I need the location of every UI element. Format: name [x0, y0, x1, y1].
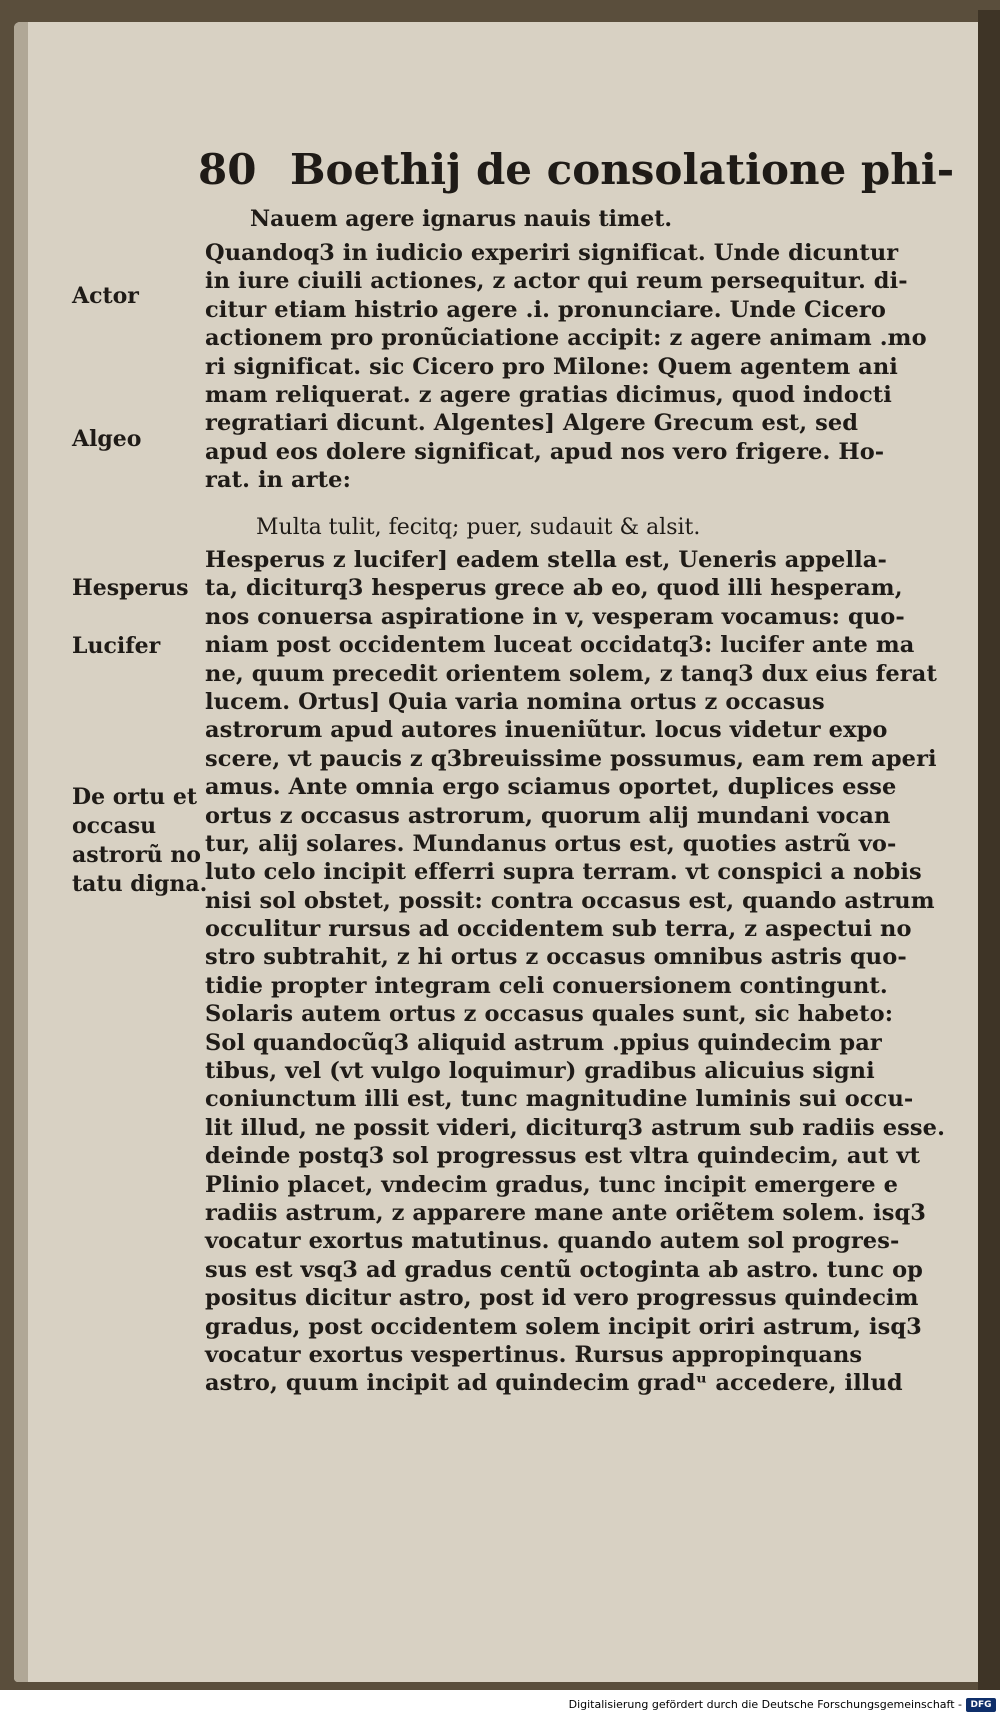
- margin-note-hesperus: Hesperus: [72, 575, 189, 601]
- text-line: ortus z occasus astrorum, quorum alij mundani vocan: [205, 802, 891, 829]
- text-line: ne, quum precedit orientem solem, z tanq3 dux eius ferat: [205, 660, 937, 687]
- text-line: nos conuersa aspiratione in v, vesperam vocamus: quo-: [205, 603, 905, 630]
- text-line: luto celo incipit efferri supra terram. vt conspici a nobis: [205, 859, 922, 886]
- text-block-1: [205, 239, 935, 495]
- text-line: Solaris autem ortus z occasus quales sunt, sic habeto:: [205, 1001, 894, 1028]
- margin-note-de-ortu: occasu: [72, 813, 157, 839]
- text-line: vocatur exortus vespertinus. Rursus appropinquans: [205, 1341, 863, 1368]
- text-line: rat. in arte:: [205, 467, 351, 494]
- text-line: occulitur rursus ad occidentem sub terra, z aspectui no: [205, 916, 912, 943]
- text-line: astro, quum incipit ad quindecim gradᵘ accedere, illud: [205, 1370, 903, 1397]
- margin-note-actor: Actor: [72, 283, 139, 309]
- text-line: Hesperus z lucifer] eadem stella est, Ueneris appella-: [205, 547, 887, 573]
- text-line: gradus, post occidentem solem incipit oriri astrum, isq3: [205, 1313, 922, 1340]
- text-line: apud eos dolere significat, apud nos vero frigere. Ho-: [205, 438, 885, 465]
- text-block-2: [205, 546, 946, 1398]
- verse-quote: Multa tulit, fecitq; puer, sudauit & alsit.: [256, 515, 701, 540]
- text-line: Quandoq3 in iudicio experiri significat. Unde dicuntur: [205, 240, 899, 266]
- margin-note-de-ortu: astrorũ no: [72, 842, 201, 868]
- text-line: ri significat. sic Cicero pro Milone: Quem agentem ani: [205, 353, 898, 380]
- text-line: coniunctum illi est, tunc magnitudine luminis sui occu-: [205, 1086, 914, 1113]
- text-line: amus. Ante omnia ergo sciamus oportet, duplices esse: [205, 774, 897, 801]
- verse-quote: Nauem agere ignarus nauis timet.: [250, 206, 673, 232]
- text-line: vocatur exortus matutinus. quando autem sol progres-: [205, 1228, 900, 1255]
- text-line: positus dicitur astro, post id vero progressus quindecim: [205, 1285, 919, 1312]
- running-head: [198, 140, 955, 200]
- text-line: stro subtrahit, z hi ortus z occasus omnibus astris quo-: [205, 944, 907, 971]
- text-line: in iure ciuili actiones, z actor qui reum persequitur. di-: [205, 268, 908, 295]
- funding-credit: Digitalisierung gefördert durch die Deutsche Forschungsgemeinschaft -: [568, 1698, 962, 1711]
- text-line: Plinio placet, vndecim gradus, tunc incipit emergere e: [205, 1171, 899, 1198]
- text-line: mam reliquerat. z agere gratias dicimus, quod indocti: [205, 381, 892, 408]
- dfg-logo: DFG: [966, 1698, 996, 1712]
- text-line: lit illud, ne possit videri, diciturq3 astrum sub radiis esse.: [205, 1114, 946, 1141]
- text-line: tidie propter integram celi conuersionem contingunt.: [205, 972, 888, 999]
- margin-note-de-ortu: tatu digna.: [72, 871, 208, 897]
- text-line: niam post occidentem luceat occidatq3: lucifer ante ma: [205, 632, 915, 659]
- margin-note-lucifer: Lucifer: [72, 633, 161, 659]
- text-line: sus est vsq3 ad gradus centũ octoginta ab astro. tunc op: [205, 1256, 924, 1283]
- text-line: radiis astrum, z apparere mane ante oriẽtem solem. isq3: [205, 1199, 927, 1226]
- text-line: scere, vt paucis z q3breuissime possumus, eam rem aperi: [205, 745, 937, 772]
- margin-note-algeo: Algeo: [72, 426, 142, 452]
- text-line: tibus, vel (vt vulgo loquimur) gradibus alicuius signi: [205, 1058, 875, 1085]
- book-edge: [978, 10, 1000, 1690]
- text-line: tur, alij solares. Mundanus ortus est, quoties astrũ vo-: [205, 830, 897, 857]
- text-line: regratiari dicunt. Algentes] Algere Grecum est, sed: [205, 410, 859, 437]
- running-title: Boethij de consolatione phi-: [290, 145, 955, 194]
- text-line: nisi sol obstet, possit: contra occasus est, quando astrum: [205, 887, 935, 914]
- margin-note-de-ortu: De ortu et: [72, 784, 197, 810]
- text-line: Sol quandocũq3 aliquid astrum .ppius quindecim par: [205, 1029, 882, 1056]
- text-line: actionem pro pronũciatione accipit: z agere animam .mo: [205, 325, 927, 352]
- text-line: ta, diciturq3 hesperus grece ab eo, quod illi hesperam,: [205, 575, 903, 602]
- text-line: citur etiam histrio agere .i. pronunciare. Unde Cicero: [205, 296, 886, 323]
- text-line: lucem. Ortus] Quia varia nomina ortus z occasus: [205, 688, 825, 715]
- text-line: astrorum apud autores inueniũtur. locus videtur expo: [205, 717, 888, 744]
- page-number: 80: [198, 145, 257, 194]
- page-gutter: [14, 22, 28, 1682]
- text-line: deinde postq3 sol progressus est vltra quindecim, aut vt: [205, 1143, 921, 1170]
